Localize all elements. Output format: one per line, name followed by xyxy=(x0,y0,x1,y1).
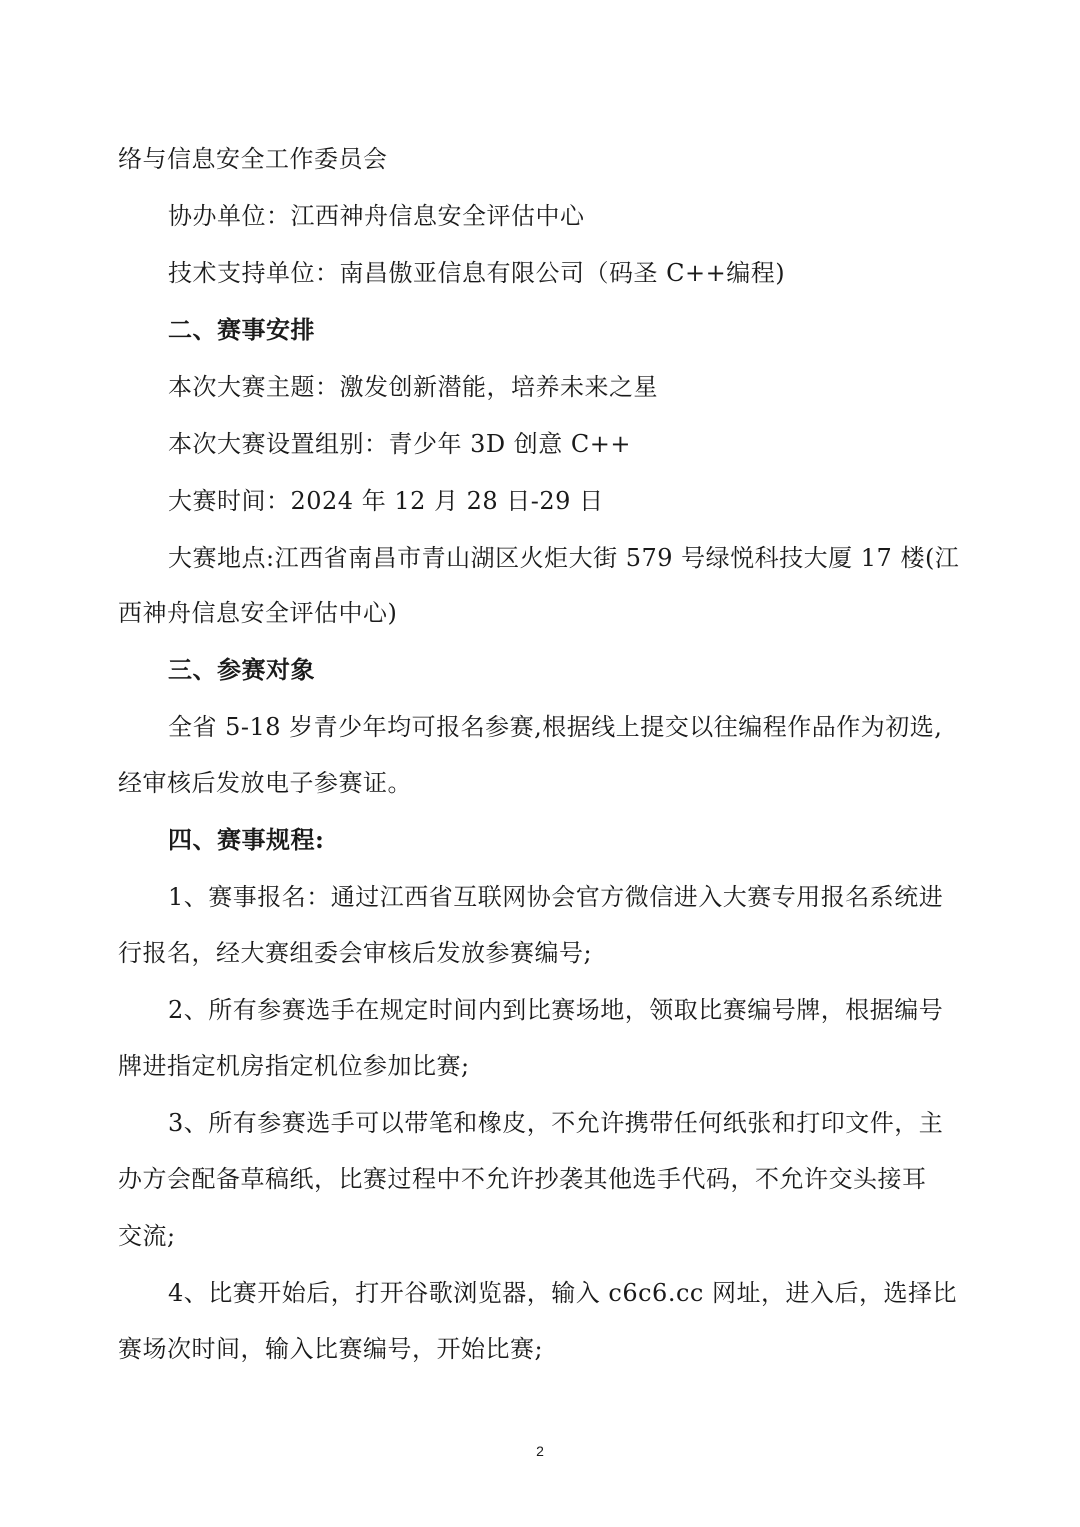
date-line: 大赛时间：2024 年 12 月 28 日-29 日 xyxy=(168,487,604,515)
category-line: 本次大赛设置组别：青少年 3D 创意 C++ xyxy=(168,430,631,458)
rule-4-line-continued: 赛场次时间，输入比赛编号，开始比赛; xyxy=(118,1335,544,1363)
rule-3-line-continued: 办方会配备草稿纸，比赛过程中不允许抄袭其他选手代码，不允许交头接耳 xyxy=(118,1165,927,1193)
rule-3-line: 3、所有参赛选手可以带笔和橡皮，不允许携带任何纸张和打印文件，主 xyxy=(168,1109,944,1137)
rule-1-line-continued: 行报名，经大赛组委会审核后发放参赛编号; xyxy=(118,939,593,967)
paragraph-line: 络与信息安全工作委员会 xyxy=(118,145,388,173)
rule-3-line-end: 交流; xyxy=(118,1222,176,1250)
participants-line-continued: 经审核后发放电子参赛证。 xyxy=(118,769,412,797)
participants-line: 全省 5-18 岁青少年均可报名参赛,根据线上提交以往编程作品作为初选, xyxy=(168,713,943,741)
rule-2-line: 2、所有参赛选手在规定时间内到比赛场地，领取比赛编号牌，根据编号 xyxy=(168,996,944,1024)
rule-1-line: 1、赛事报名：通过江西省互联网协会官方微信进入大赛专用报名系统进 xyxy=(168,883,944,911)
theme-line: 本次大赛主题：激发创新潜能，培养未来之星 xyxy=(168,373,658,401)
rule-2-line-continued: 牌进指定机房指定机位参加比赛; xyxy=(118,1052,470,1080)
page-number: 2 xyxy=(536,1443,544,1459)
tech-support-line: 技术支持单位：南昌傲亚信息有限公司（码圣 C++编程) xyxy=(168,259,786,287)
section-heading-rules: 四、赛事规程: xyxy=(168,825,325,854)
rule-4-line: 4、比赛开始后，打开谷歌浏览器，输入 c6c6.cc 网址，进入后，选择比 xyxy=(168,1279,957,1307)
location-line: 大赛地点:江西省南昌市青山湖区火炬大街 579 号绿悦科技大厦 17 楼(江 xyxy=(168,544,960,572)
co-organizer-line: 协办单位：江西神舟信息安全评估中心 xyxy=(168,202,585,230)
section-heading-schedule: 二、赛事安排 xyxy=(168,315,315,344)
location-line-continued: 西神舟信息安全评估中心) xyxy=(118,599,398,627)
section-heading-participants: 三、参赛对象 xyxy=(168,655,315,684)
